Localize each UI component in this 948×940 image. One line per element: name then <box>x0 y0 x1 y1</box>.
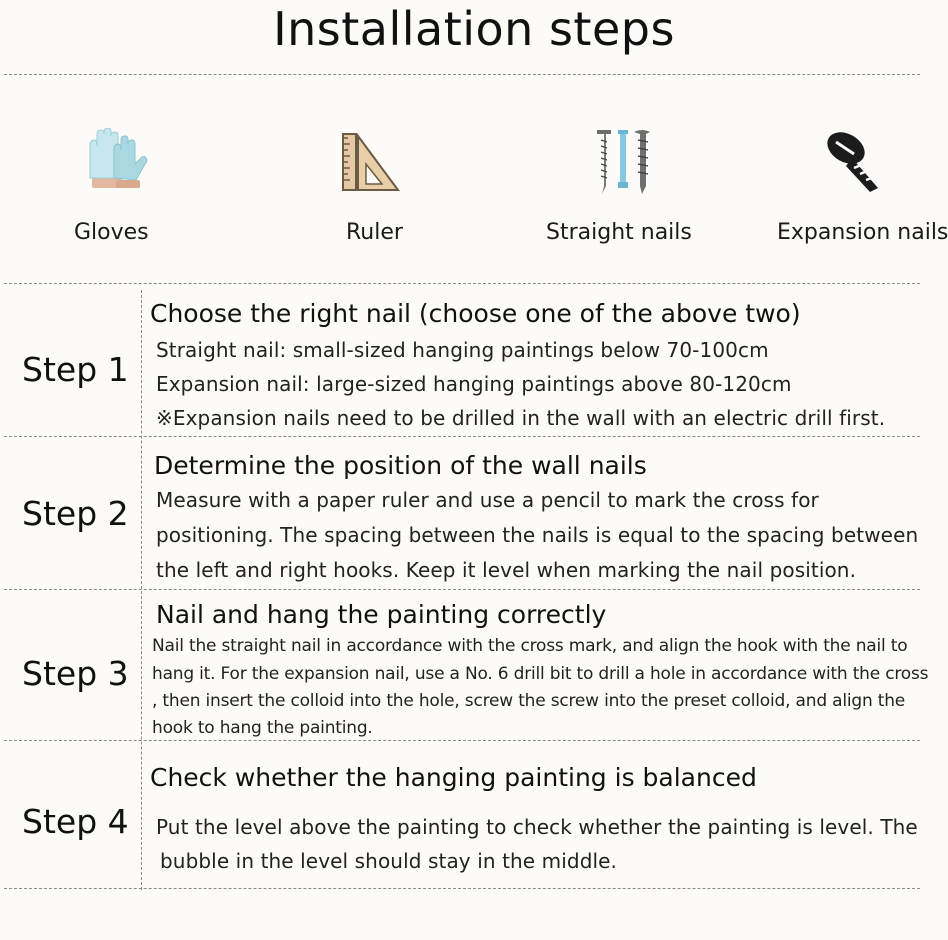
tool-label-straight-nails: Straight nails <box>546 220 692 245</box>
step-2-heading: Determine the position of the wall nails <box>154 451 647 480</box>
divider <box>4 888 920 889</box>
step-4-line: bubble in the level should stay in the middle. <box>160 849 618 873</box>
step-2-line: the left and right hooks. Keep it level when marking the nail position. <box>156 558 857 582</box>
step-3-label: Step 3 <box>22 654 129 693</box>
straight-nails-icon <box>594 128 658 196</box>
page-title: Installation steps <box>273 2 675 56</box>
step-3-line: Nail the straight nail in accordance with the cross mark, and align the hook with the nail to <box>152 636 908 656</box>
expansion-nail-icon <box>824 128 882 196</box>
step-3-line: hang it. For the expansion nail, use a No. 6 drill bit to drill a hole in accordance with the cross <box>152 664 929 684</box>
step-2-line: positioning. The spacing between the nails is equal to the spacing between <box>156 523 919 547</box>
step-3-line: hook to hang the painting. <box>152 718 373 738</box>
step-1-heading: Choose the right nail (choose one of the above two) <box>150 299 801 328</box>
step-4-label: Step 4 <box>22 802 129 841</box>
divider <box>4 740 920 741</box>
column-divider <box>141 290 142 890</box>
ruler-icon <box>340 128 402 196</box>
tool-label-ruler: Ruler <box>346 220 403 245</box>
step-1-line: Expansion nail: large-sized hanging paintings above 80-120cm <box>156 372 792 396</box>
step-1-line: ※Expansion nails need to be drilled in the wall with an electric drill first. <box>156 406 886 430</box>
step-1-line: Straight nail: small-sized hanging paintings below 70-100cm <box>156 338 769 362</box>
tool-label-expansion-nails: Expansion nails <box>777 220 948 245</box>
step-4-heading: Check whether the hanging painting is balanced <box>150 763 757 792</box>
divider <box>4 283 920 284</box>
divider <box>4 436 920 437</box>
step-2-line: Measure with a paper ruler and use a pencil to mark the cross for <box>156 488 819 512</box>
divider <box>4 74 920 75</box>
divider <box>4 589 920 590</box>
step-3-line: , then insert the colloid into the hole, screw the screw into the preset colloid, and align the <box>152 691 906 711</box>
step-2-label: Step 2 <box>22 494 129 533</box>
step-3-heading: Nail and hang the painting correctly <box>156 600 607 629</box>
step-4-line: Put the level above the painting to check whether the painting is level. The <box>156 815 918 839</box>
step-1-label: Step 1 <box>22 350 129 389</box>
gloves-icon <box>80 128 150 196</box>
tool-label-gloves: Gloves <box>74 220 149 245</box>
